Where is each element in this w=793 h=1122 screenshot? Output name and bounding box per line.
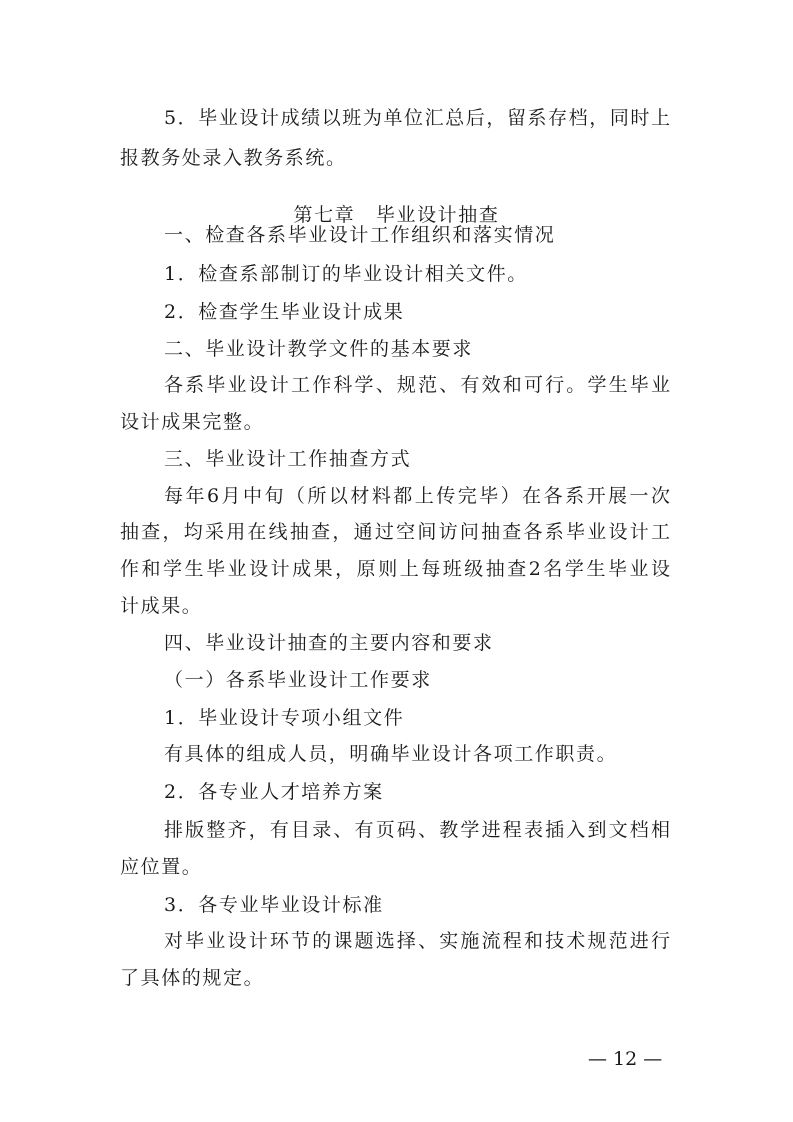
paragraph-requirements-line-1: 各系毕业设计工作科学、规范、有效和可行。学生毕业 <box>164 374 670 396</box>
paragraph-grade-archive-line-2: 报教务处录入教务系统。 <box>120 147 347 169</box>
list-item-1: 1．检查系部制订的毕业设计相关文件。 <box>164 263 528 285</box>
paragraph-layout-line-2: 应位置。 <box>120 856 203 878</box>
page-number: — 12 — <box>588 1048 663 1070</box>
paragraph-method-line-2: 抽查，均采用在线抽查，通过空间访问抽查各系毕业设计工 <box>120 521 670 543</box>
paragraph-standards-line-1: 对毕业设计环节的课题选择、实施流程和技术规范进行 <box>164 930 670 952</box>
section-heading-1: 一、检查各系毕业设计工作组织和落实情况 <box>164 224 556 246</box>
chapter-title: 第七章 毕业设计抽查 <box>293 204 500 226</box>
paragraph-layout-line-1: 排版整齐，有目录、有页码、教学进程表插入到文档相 <box>164 819 670 841</box>
list-item-training-plan: 2．各专业人才培养方案 <box>164 781 384 803</box>
section-heading-3: 三、毕业设计工作抽查方式 <box>164 448 412 470</box>
paragraph-method-line-3: 作和学生毕业设计成果，原则上每班级抽查2名学生毕业设 <box>120 558 670 580</box>
subsection-heading-1: （一）各系毕业设计工作要求 <box>164 669 432 691</box>
paragraph-method-line-1: 每年6月中旬（所以材料都上传完毕）在各系开展一次 <box>164 485 670 507</box>
paragraph-method-line-4: 计成果。 <box>120 595 203 617</box>
paragraph-requirements-line-2: 设计成果完整。 <box>120 411 265 433</box>
section-heading-2: 二、毕业设计教学文件的基本要求 <box>164 338 474 360</box>
section-heading-4: 四、毕业设计抽查的主要内容和要求 <box>164 632 494 654</box>
list-item-group-files: 1．毕业设计专项小组文件 <box>164 707 405 729</box>
paragraph-standards-line-2: 了具体的规定。 <box>120 967 265 989</box>
paragraph-group-members: 有具体的组成人员，明确毕业设计各项工作职责。 <box>164 743 618 765</box>
paragraph-grade-archive-line-1: 5．毕业设计成绩以班为单位汇总后，留系存档，同时上 <box>164 107 670 129</box>
list-item-2: 2．检查学生毕业设计成果 <box>164 301 405 323</box>
list-item-design-standards: 3．各专业毕业设计标准 <box>164 894 384 916</box>
